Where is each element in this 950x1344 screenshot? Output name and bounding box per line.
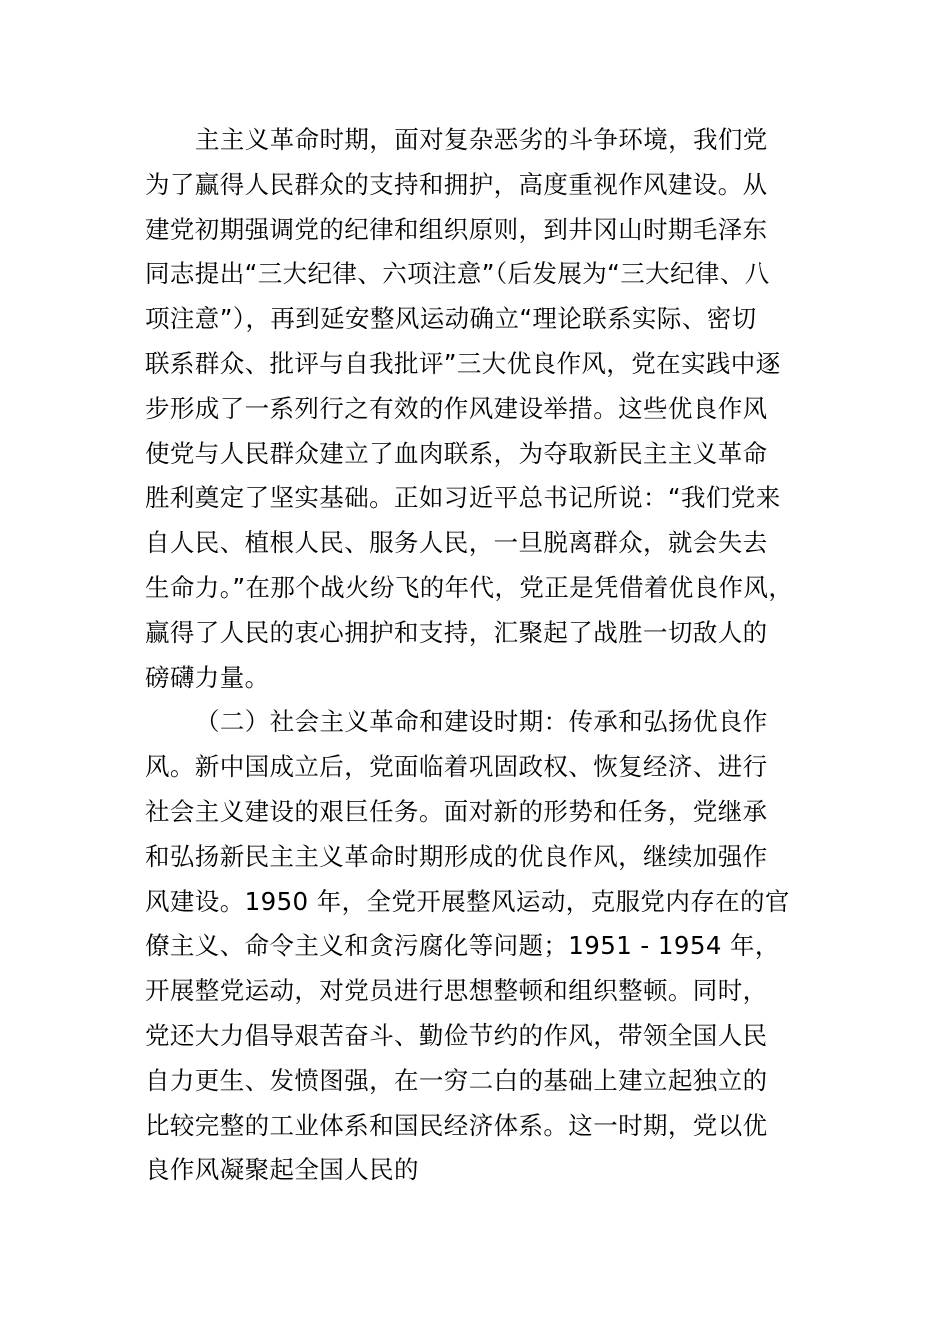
text-line: 党还大力倡导艰苦奋斗、勤俭节约的作风，带领全国人民 xyxy=(145,1020,768,1050)
text-line: 磅礴力量。 xyxy=(145,662,270,692)
text-line: 主主义革命时期，面对复杂恶劣的斗争环境，我们党 xyxy=(195,125,768,154)
text-line: 比较完整的工业体系和国民经济体系。这一时期，党以优 xyxy=(145,1110,768,1140)
text-line: 胜利奠定了坚实基础。正如习近平总书记所说：“我们党来 xyxy=(145,483,781,513)
text-line: 使党与人民群众建立了血肉联系，为夺取新民主主义革命 xyxy=(145,438,768,468)
text-line: 为了赢得人民群众的支持和拥护，高度重视作风建设。从 xyxy=(145,169,768,199)
section-heading: （二）社会主义革命和建设时期：传承和弘扬优良作 xyxy=(195,707,768,737)
text-line: 风。新中国成立后，党面临着巩固政权、恢复经济、进行 xyxy=(145,752,768,782)
text-line: 同志提出“三大纪律、六项注意”（后发展为“三大纪律、八 xyxy=(145,259,770,289)
text-line: 自人民、植根人民、服务人民，一旦脱离群众，就会失去 xyxy=(145,528,768,558)
text-line: 良作风凝聚起全国人民的 xyxy=(145,1155,419,1185)
text-line: 步形成了一系列行之有效的作风建设举措。这些优良作风 xyxy=(145,393,768,423)
body-text xyxy=(145,118,845,1193)
text-line: 风建设。1950 年，全党开展整风运动，克服党内存在的官 xyxy=(145,886,790,916)
text-line: 开展整党运动，对党员进行思想整顿和组织整顿。同时， xyxy=(145,976,768,1006)
text-line: 联系群众、批评与自我批评”三大优良作风，党在实践中逐 xyxy=(145,348,781,378)
text-line: 项注意”），再到延安整风运动确立“理论联系实际、密切 xyxy=(145,304,757,334)
text-line: 和弘扬新民主主义革命时期形成的优良作风，继续加强作 xyxy=(145,841,768,871)
text-line: 生命力。”在那个战火纷飞的年代，党正是凭借着优良作风， xyxy=(145,572,794,602)
text-line: 建党初期强调党的纪律和组织原则，到井冈山时期毛泽东 xyxy=(145,214,768,244)
text-line: 社会主义建设的艰巨任务。面对新的形势和任务，党继承 xyxy=(145,796,768,826)
text-line: 赢得了人民的衷心拥护和支持，汇聚起了战胜一切敌人的 xyxy=(145,617,768,647)
text-line: 自力更生、发愤图强，在一穷二白的基础上建立起独立的 xyxy=(145,1065,768,1095)
text-line: 僚主义、命令主义和贪污腐化等问题；1951 - 1954 年， xyxy=(145,931,780,961)
